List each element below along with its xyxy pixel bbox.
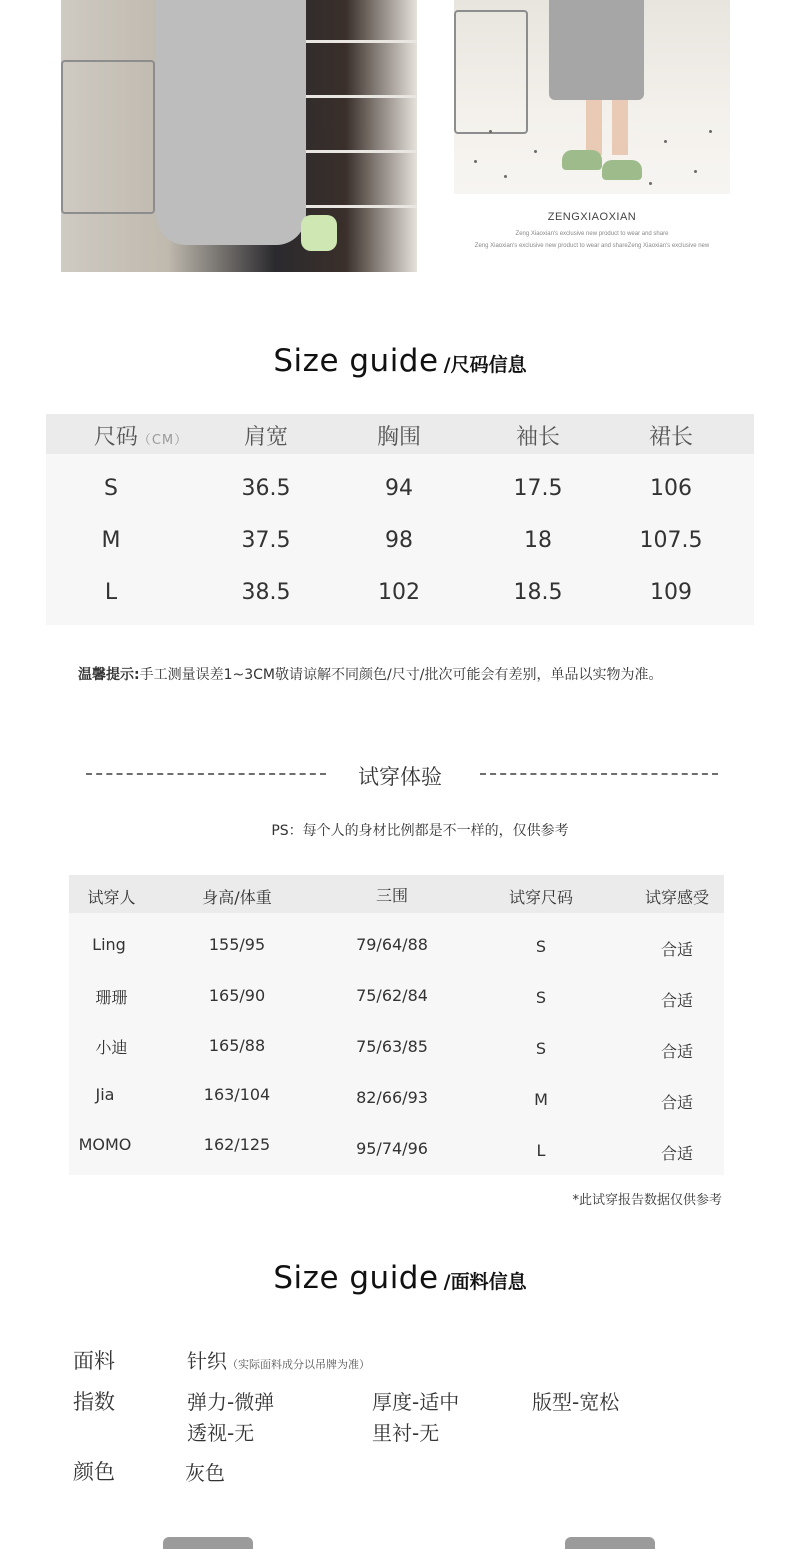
height-weight-cell: 162/125 xyxy=(203,1135,271,1154)
header-size: 尺码（CM） xyxy=(93,425,189,450)
tried-size-cell: S xyxy=(535,1039,547,1058)
tester-name: MOMO xyxy=(78,1135,132,1154)
sneaker xyxy=(602,160,642,180)
note-label: 温馨提示: xyxy=(78,667,140,683)
chest-cell: 102 xyxy=(378,580,420,605)
header-height-weight: 身高/体重 xyxy=(202,888,272,907)
feeling-cell: 合适 xyxy=(660,1042,693,1061)
brand-name: ZENGXIAOXIAN xyxy=(547,211,637,223)
next-image-peek xyxy=(565,1537,655,1549)
fitting-footnote: *此试穿报告数据仅供参考 xyxy=(572,1193,722,1208)
shopping-cart xyxy=(61,60,155,214)
tried-size-cell: S xyxy=(535,988,547,1007)
height-weight-cell: 155/95 xyxy=(208,935,266,954)
size-cell: S xyxy=(104,476,118,501)
size-guide-heading xyxy=(0,343,800,379)
model-dress xyxy=(549,0,644,100)
elasticity-value: 弹力-微弹 xyxy=(187,1390,275,1414)
fabric-subtitle: /面料信息 xyxy=(443,1271,527,1293)
fitting-ps-note: PS：每个人的身材比例都是不一样的，仅供参考 xyxy=(271,823,569,839)
length-cell: 107.5 xyxy=(639,528,703,553)
sneaker xyxy=(562,150,602,170)
brand-tagline: Zeng Xiaoxian's exclusive new product to wear and share xyxy=(515,231,669,237)
measurements-cell: 75/62/84 xyxy=(356,986,428,1005)
measurements-cell: 75/63/85 xyxy=(356,1037,428,1056)
chest-cell: 94 xyxy=(385,476,413,501)
tried-size-cell: L xyxy=(536,1141,546,1160)
material-label: 面料 xyxy=(73,1349,115,1373)
floor-speckle xyxy=(504,175,507,178)
size-guide-title: Size guide xyxy=(273,343,439,379)
dashed-divider-right xyxy=(480,773,718,775)
shoulder-cell: 37.5 xyxy=(241,528,291,553)
size-cell: L xyxy=(104,580,118,605)
tried-size-cell: M xyxy=(534,1090,548,1109)
measurements-cell: 82/66/93 xyxy=(356,1088,428,1107)
fitting-title: 试穿体验 xyxy=(358,765,442,789)
product-photo-right xyxy=(454,0,730,194)
size-table xyxy=(46,414,754,625)
header-tester: 试穿人 xyxy=(87,888,136,907)
color-label: 颜色 xyxy=(73,1460,115,1484)
leg xyxy=(612,100,628,155)
feeling-cell: 合适 xyxy=(660,940,693,959)
header-measurements: 三围 xyxy=(375,886,408,905)
header-sleeve: 袖长 xyxy=(515,425,560,450)
fabric-title: Size guide xyxy=(273,1260,439,1296)
height-weight-cell: 165/90 xyxy=(208,986,266,1005)
product-photo-left xyxy=(61,0,417,272)
header-shoulder: 肩宽 xyxy=(243,425,288,450)
measurements-cell: 79/64/88 xyxy=(356,935,428,954)
lining-value: 里衬-无 xyxy=(372,1421,440,1445)
chest-cell: 98 xyxy=(385,528,413,553)
size-guide-subtitle: /尺码信息 xyxy=(443,354,527,376)
fitting-heading xyxy=(0,759,800,791)
sleeve-cell: 17.5 xyxy=(513,476,563,501)
shoulder-cell: 38.5 xyxy=(241,580,291,605)
shoulder-cell: 36.5 xyxy=(241,476,291,501)
sleeve-cell: 18 xyxy=(524,528,552,553)
next-image-peek xyxy=(163,1537,253,1549)
tester-name: 小迪 xyxy=(95,1038,128,1057)
shopping-cart xyxy=(454,10,528,134)
height-weight-cell: 165/88 xyxy=(208,1036,266,1055)
material-note: （实际面料成分以吊牌为准） xyxy=(227,1358,370,1371)
sheerness-value: 透视-无 xyxy=(187,1421,255,1445)
length-cell: 106 xyxy=(650,476,692,501)
size-cell: M xyxy=(101,528,121,553)
tester-name: Jia xyxy=(95,1085,115,1104)
length-cell: 109 xyxy=(650,580,692,605)
fabric-heading xyxy=(0,1260,800,1296)
floor-speckle xyxy=(489,130,492,133)
header-tried-size: 试穿尺码 xyxy=(508,888,573,907)
tester-name: 珊珊 xyxy=(95,988,128,1007)
color-value: 灰色 xyxy=(185,1461,225,1485)
sneaker xyxy=(301,215,337,251)
fitting-table xyxy=(69,875,724,1175)
floor-speckle xyxy=(664,140,667,143)
header-length: 裙长 xyxy=(648,425,693,450)
thickness-value: 厚度-适中 xyxy=(372,1390,460,1414)
feeling-cell: 合适 xyxy=(660,991,693,1010)
material-row xyxy=(187,1345,370,1374)
leg xyxy=(586,100,602,155)
feeling-cell: 合适 xyxy=(660,1144,693,1163)
material-value: 针织 xyxy=(187,1349,227,1373)
floor-speckle xyxy=(474,160,477,163)
unit-label: （CM） xyxy=(137,433,189,448)
header-chest: 胸围 xyxy=(376,425,421,450)
floor-speckle xyxy=(649,182,652,185)
floor-speckle xyxy=(709,130,712,133)
header-feeling: 试穿感受 xyxy=(644,888,709,907)
height-weight-cell: 163/104 xyxy=(203,1085,271,1104)
floor-speckle xyxy=(534,150,537,153)
fit-value: 版型-宽松 xyxy=(532,1390,620,1414)
measurement-note xyxy=(78,664,662,684)
floor-speckle xyxy=(694,170,697,173)
tester-name: Ling xyxy=(92,935,126,954)
index-label: 指数 xyxy=(73,1390,115,1414)
note-text: 手工测量误差1~3CM敬请谅解不同颜色/尺寸/批次可能会有差别，单品以实物为准。 xyxy=(139,667,663,683)
measurements-cell: 95/74/96 xyxy=(356,1139,428,1158)
sleeve-cell: 18.5 xyxy=(513,580,563,605)
feeling-cell: 合适 xyxy=(660,1093,693,1112)
model-dress xyxy=(156,0,306,245)
brand-tagline-repeat: Zeng Xiaoxian's exclusive new product to wear and shareZeng Xiaoxian's exclusive new xyxy=(474,243,710,249)
tried-size-cell: S xyxy=(535,937,547,956)
